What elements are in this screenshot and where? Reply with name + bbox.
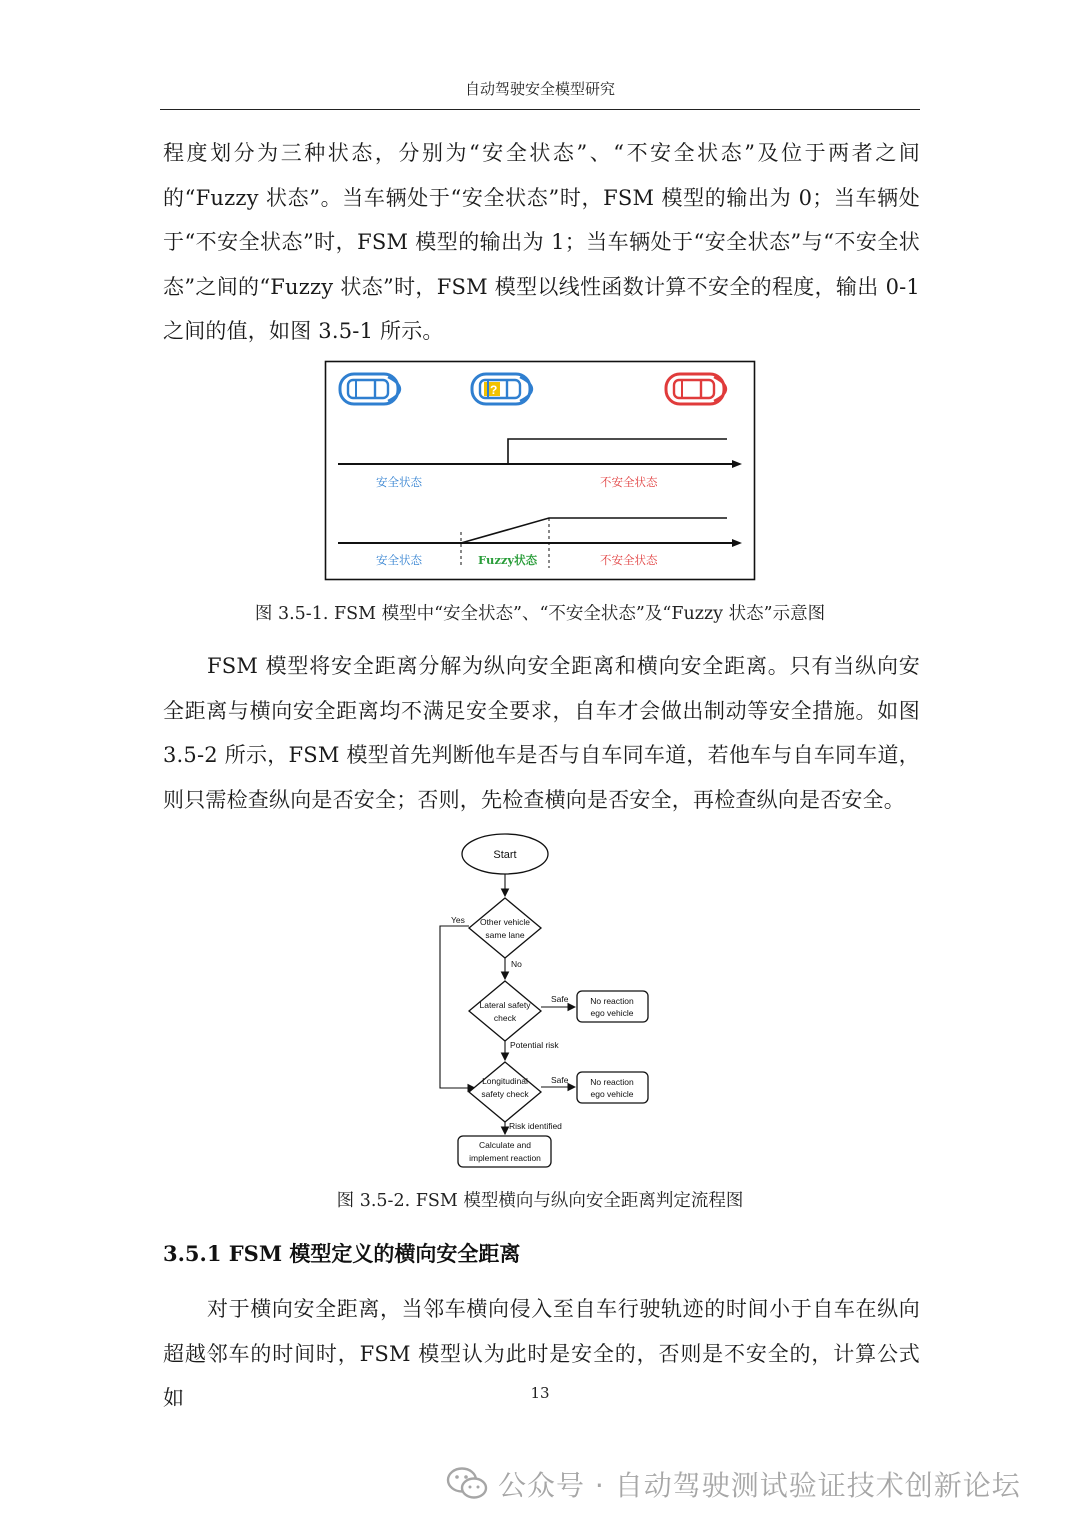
running-header: 自动驾驶安全模型研究 [464, 80, 615, 98]
paragraph-fsm-states: 程度划分为三种状态，分别为“安全状态”、“不安全状态”及位于两者之间的“Fuzzy 状态”。当车辆处于“安全状态”时，FSM 模型的输出为 0；当车辆处于“不安全状态”时，FSM 模型的输出为 1；当车辆处于“安全状态”与“不安全状态”之间的“Fuzzy 状态”时，FSM 模型以线性函数计算不安全的程度，输出 0-1 之间的值，如图 3.5-1 所示。 [163, 141, 920, 343]
paragraph-fsm-distance: FSM 模型将安全距离分解为纵向安全距离和横向安全距离。只有当纵向安全距离与横向安全距离均不满足安全要求，自车才会做出制动等安全措施。如图 3.5-2 所示，FSM 模型首先判断他车是否与自车同车道，若他车与自车同车道，则只需检查纵向是否安全；否则，先检查横向是否安全，再检查纵向是否安全。 [163, 654, 920, 812]
flow-decision-same-lane [469, 898, 541, 958]
question-mark: ? [490, 383, 498, 397]
upper-safe-label: 安全状态 [376, 475, 422, 489]
flow-no-reaction-2-line1: No reaction [590, 1077, 634, 1087]
figure-fsm-states [324, 360, 756, 584]
flow-no-reaction-1-line1: No reaction [590, 996, 634, 1006]
lower-safe-label: 安全状态 [376, 553, 422, 567]
header-rule [160, 109, 920, 110]
page-number: 13 [530, 1384, 550, 1402]
flow-decision-longitudinal-line1: Longitudinal [482, 1076, 528, 1086]
watermark-text: 公众号 · 自动驾驶测试验证技术创新论坛 [498, 1469, 1021, 1502]
flow-decision-longitudinal-line2: safety check [481, 1089, 529, 1099]
flow-decision-lateral [469, 981, 541, 1041]
lower-unsafe-label: 不安全状态 [600, 553, 658, 567]
flow-decision-same-lane-line2: same lane [485, 930, 525, 940]
figure1-caption: 图 3.5-1. FSM 模型中“安全状态”、“不安全状态”及“Fuzzy 状态”示意图 [254, 604, 826, 624]
wechat-icon [446, 1466, 488, 1502]
flow-label-safe-2: Safe [551, 1075, 569, 1085]
flow-label-safe-1: Safe [551, 994, 569, 1004]
lower-fuzzy-label: Fuzzy状态 [478, 553, 538, 567]
figure2-caption: 图 3.5-2. FSM 模型横向与纵向安全距离判定流程图 [336, 1191, 744, 1211]
flow-no-reaction-1-line2: ego vehicle [590, 1008, 634, 1018]
flow-decision-same-lane-line1: Other vehicle [479, 917, 531, 927]
flow-decision-lateral-line2: check [493, 1013, 517, 1023]
watermark [446, 1462, 1021, 1506]
flow-label-potential-risk: Potential risk [510, 1040, 559, 1050]
flow-label-yes: Yes [451, 915, 465, 925]
figure-frame [326, 362, 755, 580]
flow-start-label: Start [493, 849, 517, 861]
figure-fsm-flowchart [430, 830, 670, 1170]
flow-no-reaction-2-line2: ego vehicle [590, 1089, 634, 1099]
flow-calculate-reaction-line2: implement reaction [469, 1153, 541, 1163]
flow-calculate-reaction-line1: Calculate and [479, 1140, 531, 1150]
paragraph-lateral-distance: 对于横向安全距离，当邻车横向侵入至自车行驶轨迹的时间小于自车在纵向超越邻车的时间时，FSM 模型认为此时是安全的，否则是不安全的，计算公式如 [163, 1297, 920, 1410]
flow-label-risk-identified: Risk identified [509, 1121, 562, 1131]
upper-unsafe-label: 不安全状态 [600, 475, 658, 489]
flow-decision-lateral-line1: Lateral safety [479, 1000, 531, 1010]
section-heading: 3.5.1 FSM 模型定义的横向安全距离 [163, 1241, 521, 1266]
flow-label-no: No [511, 959, 522, 969]
